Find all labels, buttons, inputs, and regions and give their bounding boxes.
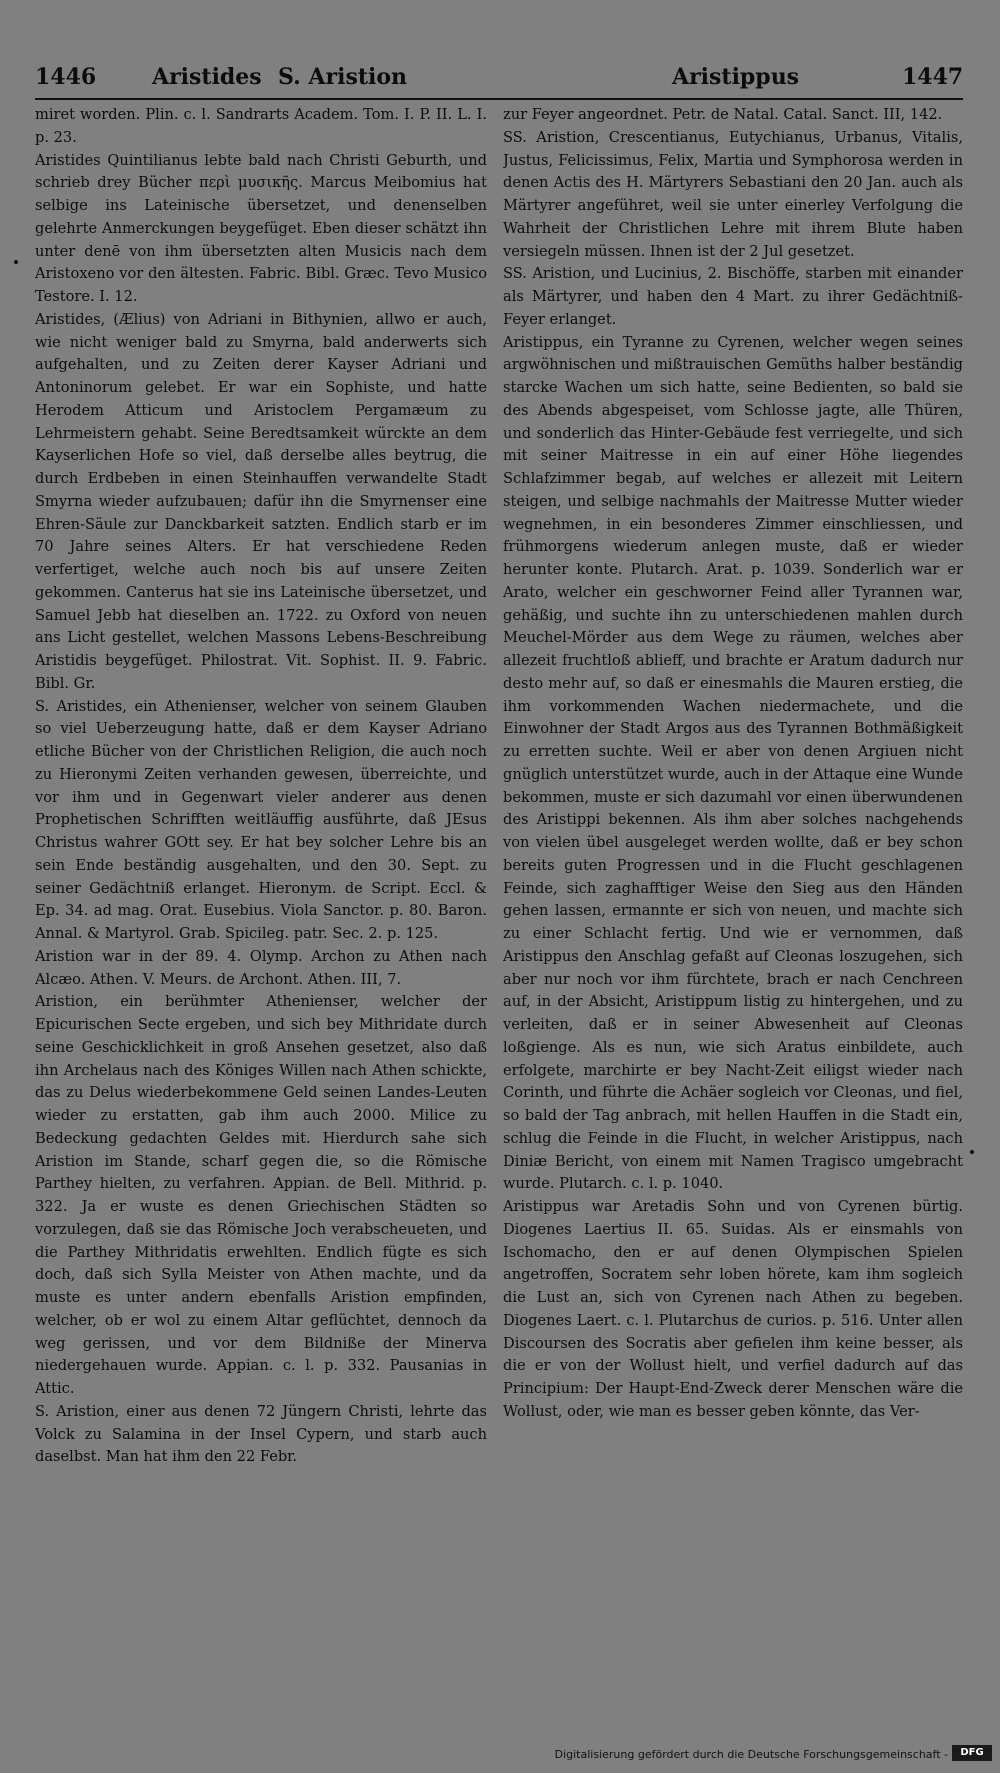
paragraph: SS. Aristion, und Lucinius, 2. Bischöffe, starben mit einander als Märtyrer, und haben den 4 Mart. zu ihrer Gedächtniß-Feyer erlanget. bbox=[503, 265, 963, 328]
paragraph: miret worden. Plin. c. l. Sandrarts Academ. Tom. I. P. II. L. I. p. 23. bbox=[35, 106, 487, 146]
paragraph: Aristion war in der 89. 4. Olymp. Archon zu Athen nach Alcæo. Athen. V. Meurs. de Archont. Athen. III, 7. bbox=[35, 947, 487, 988]
digitization-credit: Digitalisierung gefördert durch die Deutsche Forschungsgemeinschaft - bbox=[554, 1748, 948, 1761]
paragraph: Aristides, (Ælius) von Adriani in Bithynien, allwo er auch, wie nicht weniger bald zu Smyrna, bald anderwerts sich aufgehalten, und zu Zeiten derer Kayser Adriani und Antoninorum gelebet. Er war ein Sophiste, und hatte Herodem Atticum und Aristoclem Pergamæum zu Lehrmeistern gehabt. Seine Beredtsamkeit würckte an dem Kayserlichen Hofe so viel, daß derselbe alles beytrug, die durch Erdbeben in einen Steinhauffen verwandelte Stadt Smyrna wieder aufzubauen; dafür ihn die Smyrnenser eine Ehren-Säule zur Danckbarkeit satzten. Endlich starb er im 70 Jahre seines Alters. Er hat verschiedene Reden verfertiget, welche auch noch bis auf unsere Zeiten gekommen. Canterus hat sie ins Lateinische übersetzet, und Samuel Jebb hat dieselben an. 1722. zu Oxford von neuen ans Licht gestellet, welchen Massons Lebens-Beschreibung Aristidis beygefüget. Philostrat. Vit. Sophist. II. 9. Fabric. Bibl. Gr. bbox=[35, 310, 487, 692]
paragraph: S. Aristides, ein Athenienser, welcher von seinem Glauben so viel Ueberzeugung hatte, daß er dem Kayser Adriano etliche Bücher von der Christlichen Religion, die auch noch zu Hieronymi Zeiten verhanden gewesen, überreichte, und vor ihm und in Gegenwart vieler anderer aus denen Prophetischen Schrifften weitläuffig ausführte, daß JEsus Christus wahrer GOtt sey. Er hat bey solcher Lehre bis an sein Ende beständig ausgehalten, und den 30. Sept. zu seiner Gedächtniß erlanget. Hieronym. de Script. Eccl. & Ep. 34. ad mag. Orat. Eusebius. Viola Sanctor. p. 80. Baron. Annal. & Martyrol. Grab. Spicileg. patr. Sec. 2. p. 125. bbox=[35, 697, 487, 942]
right-column bbox=[503, 104, 963, 1714]
paragraph: Aristippus war Aretadis Sohn und von Cyrenen bürtig. Diogenes Laertius II. 65. Suidas. Als er einsmahls von Ischomacho, den er auf denen Olympischen Spielen angetroffen, Socratem sehr loben hörete, kam ihm sogleich die Lust an, sich von Cyrenen nach Athen zu begeben. Diogenes Laert. c. l. Plutarchus de curios. p. 516. Unter allen Discoursen des Socratis aber gefielen ihm keine besser, als die er von der Wollust hielt, und verfiel dadurch auf das Principium: Der Haupt-End-Zweck derer Menschen wäre die Wollust, oder, wie man es besser geben könnte, das Ver- bbox=[503, 1198, 963, 1420]
dfg-logo: DFG bbox=[952, 1745, 992, 1761]
margin-mark bbox=[970, 1150, 974, 1154]
page-number-left: 1446 bbox=[35, 64, 97, 90]
paragraph: Aristides Quintilianus lebte bald nach Christi Geburth, und schrieb drey Bücher περὶ μυσικῆς. Marcus Meibomius hat selbige ins Lateinische übersetzet, und denenselben gelehrte Anmerckungen beygefüget. Eben dieser schätzt ihn unter denē von ihm übersetzten alten Musicis nach dem Aristoxeno vor den ältesten. Fabric. Bibl. Græc. Tevo Musico Testore. I. 12. bbox=[35, 151, 487, 305]
page-header bbox=[0, 64, 1000, 98]
header-rule bbox=[35, 98, 963, 100]
page-number-right: 1447 bbox=[902, 64, 964, 90]
running-title-left-2: S. Aristion bbox=[278, 64, 408, 90]
paragraph: zur Feyer angeordnet. Petr. de Natal. Catal. Sanct. III, 142. bbox=[503, 106, 943, 123]
running-title-left-1: Aristides bbox=[152, 64, 262, 90]
paragraph: SS. Aristion, Crescentianus, Eutychianus, Urbanus, Vitalis, Justus, Felicissimus, Felix, Martia und Symphorosa werden in denen Actis des H. Märtyrers Sebastiani den 20 Jan. auch als Märtyrer angeführet, weil sie unter einerley Verfolgung die Wahrheit der Christlichen Lehre mit ihrem Blute haben versiegeln müssen. Ihnen ist der 2 Jul gesetzet. bbox=[503, 128, 963, 260]
left-column bbox=[35, 104, 487, 1714]
paragraph: Aristion, ein berühmter Athenienser, welcher der Epicurischen Secte ergeben, und sich bey Mithridate durch seine Geschicklichkeit in groß Ansehen gesetzet, also daß ihn Archelaus nach des Königes Willen nach Athen schickte, das zu Delus wiederbekommene Geld seinen Landes-Leuten wieder zu erstatten, gab ihm auch 2000. Milice zu Bedeckung gedachten Geldes mit. Hierdurch sahe sich Aristion im Stande, scharf gegen die, so die Römische Parthey hielten, zu verfahren. Appian. de Bell. Mithrid. p. 322. Ja er wuste es denen Griechischen Städten so vorzulegen, daß sie das Römische Joch verabscheueten, und die Parthey Mithridatis erwehlten. Endlich fügte es sich doch, daß sich Sylla Meister von Athen machte, und da muste es unter andern ebenfalls Aristion empfinden, welcher, ob er wol zu einem Altar geflüchtet, dennoch da weg gerissen, und vor dem Bildniße der Minerva niedergehauen wurde. Appian. c. l. p. 332. Pausanias in Attic. bbox=[35, 993, 487, 1397]
running-title-right: Aristippus bbox=[672, 64, 800, 90]
paragraph: S. Aristion, einer aus denen 72 Jüngern Christi, lehrte das Volck zu Salamina in der Insel Cypern, und starb auch daselbst. Man hat ihm den 22 Febr. bbox=[35, 1402, 487, 1466]
paragraph: Aristippus, ein Tyranne zu Cyrenen, welcher wegen seines argwöhnischen und mißtrauischen Gemüths halber beständig starcke Wachen um sich hatte, seine Bedienten, so bald sie des Abends abgespeiset, vom Schlosse jagte, alle Thüren, und sonderlich das Hinter-Gebäude fest verriegelte, und sich mit seiner Maitresse in ein auf einer Höhe liegendes Schlafzimmer begab, auf welches er allezeit mit Leitern steigen, und selbige nachmahls der Maitresse Mutter wieder wegnehmen, in ein besonderes Zimmer einschliessen, und frühmorgens wiederum anlegen muste, daß er wieder herunter konte. Plutarch. Arat. p. 1039. Sonderlich war er Arato, welcher ein geschworner Feind aller Tyrannen war, gehäßig, und suchte ihn zu unterschiedenen mahlen durch Meuchel-Mörder aus dem Wege zu räumen, welches aber allezeit fruchtloß ablieff, und brachte er Aratum dadurch nur desto mehr auf, so daß er einesmahls die Mauren erstieg, die ihm vorkommenden Wachen niedermachete, und die Einwohner der Stadt Argos aus des Tyrannen Bothmäßigkeit zu erretten suchte. Weil er aber von denen Argiuen nicht gnüglich unterstützet wurde, auch in der Attaque eine Wunde bekommen, muste er sich dazumahl vor einen überwundenen des Aristippi bekennen. Als ihm aber solches nachgehends von vielen übel ausgeleget werden wollte, daß er bey schon bereits guten Progressen und in die Flucht geschlagenen Feinde, sich zaghafftiger Weise den Sieg aus den Händen gehen lassen, ermannte er sich von neuen, und machte sich zu einer Schlacht fertig. Und wie er vernommen, daß Aristippus den Anschlag gefaßt auf Cleonas loszugehen, sich aber nur noch vor ihm fürchtete, brach er nach Cenchreen auf, in der Absicht, Aristippum listig zu hintergehen, und zu verleiten, daß er in seiner Abwesenheit auf Cleonas loßgienge. Als es nun, wie sich Aratus einbildete, auch erfolgete, marchirte er bey Nacht-Zeit eiligst wieder nach Corinth, und führte die Achäer sogleich vor Cleonas, und fiel, so bald der Tag anbrach, mit hellen Hauffen in die Stadt ein, schlug die Feinde in die Flucht, in welcher Aristippus, nach Diniæ Bericht, von einem mit Namen Tragisco umgebracht wurde. Plutarch. c. l. p. 1040. bbox=[503, 333, 963, 1193]
margin-mark bbox=[14, 260, 18, 264]
